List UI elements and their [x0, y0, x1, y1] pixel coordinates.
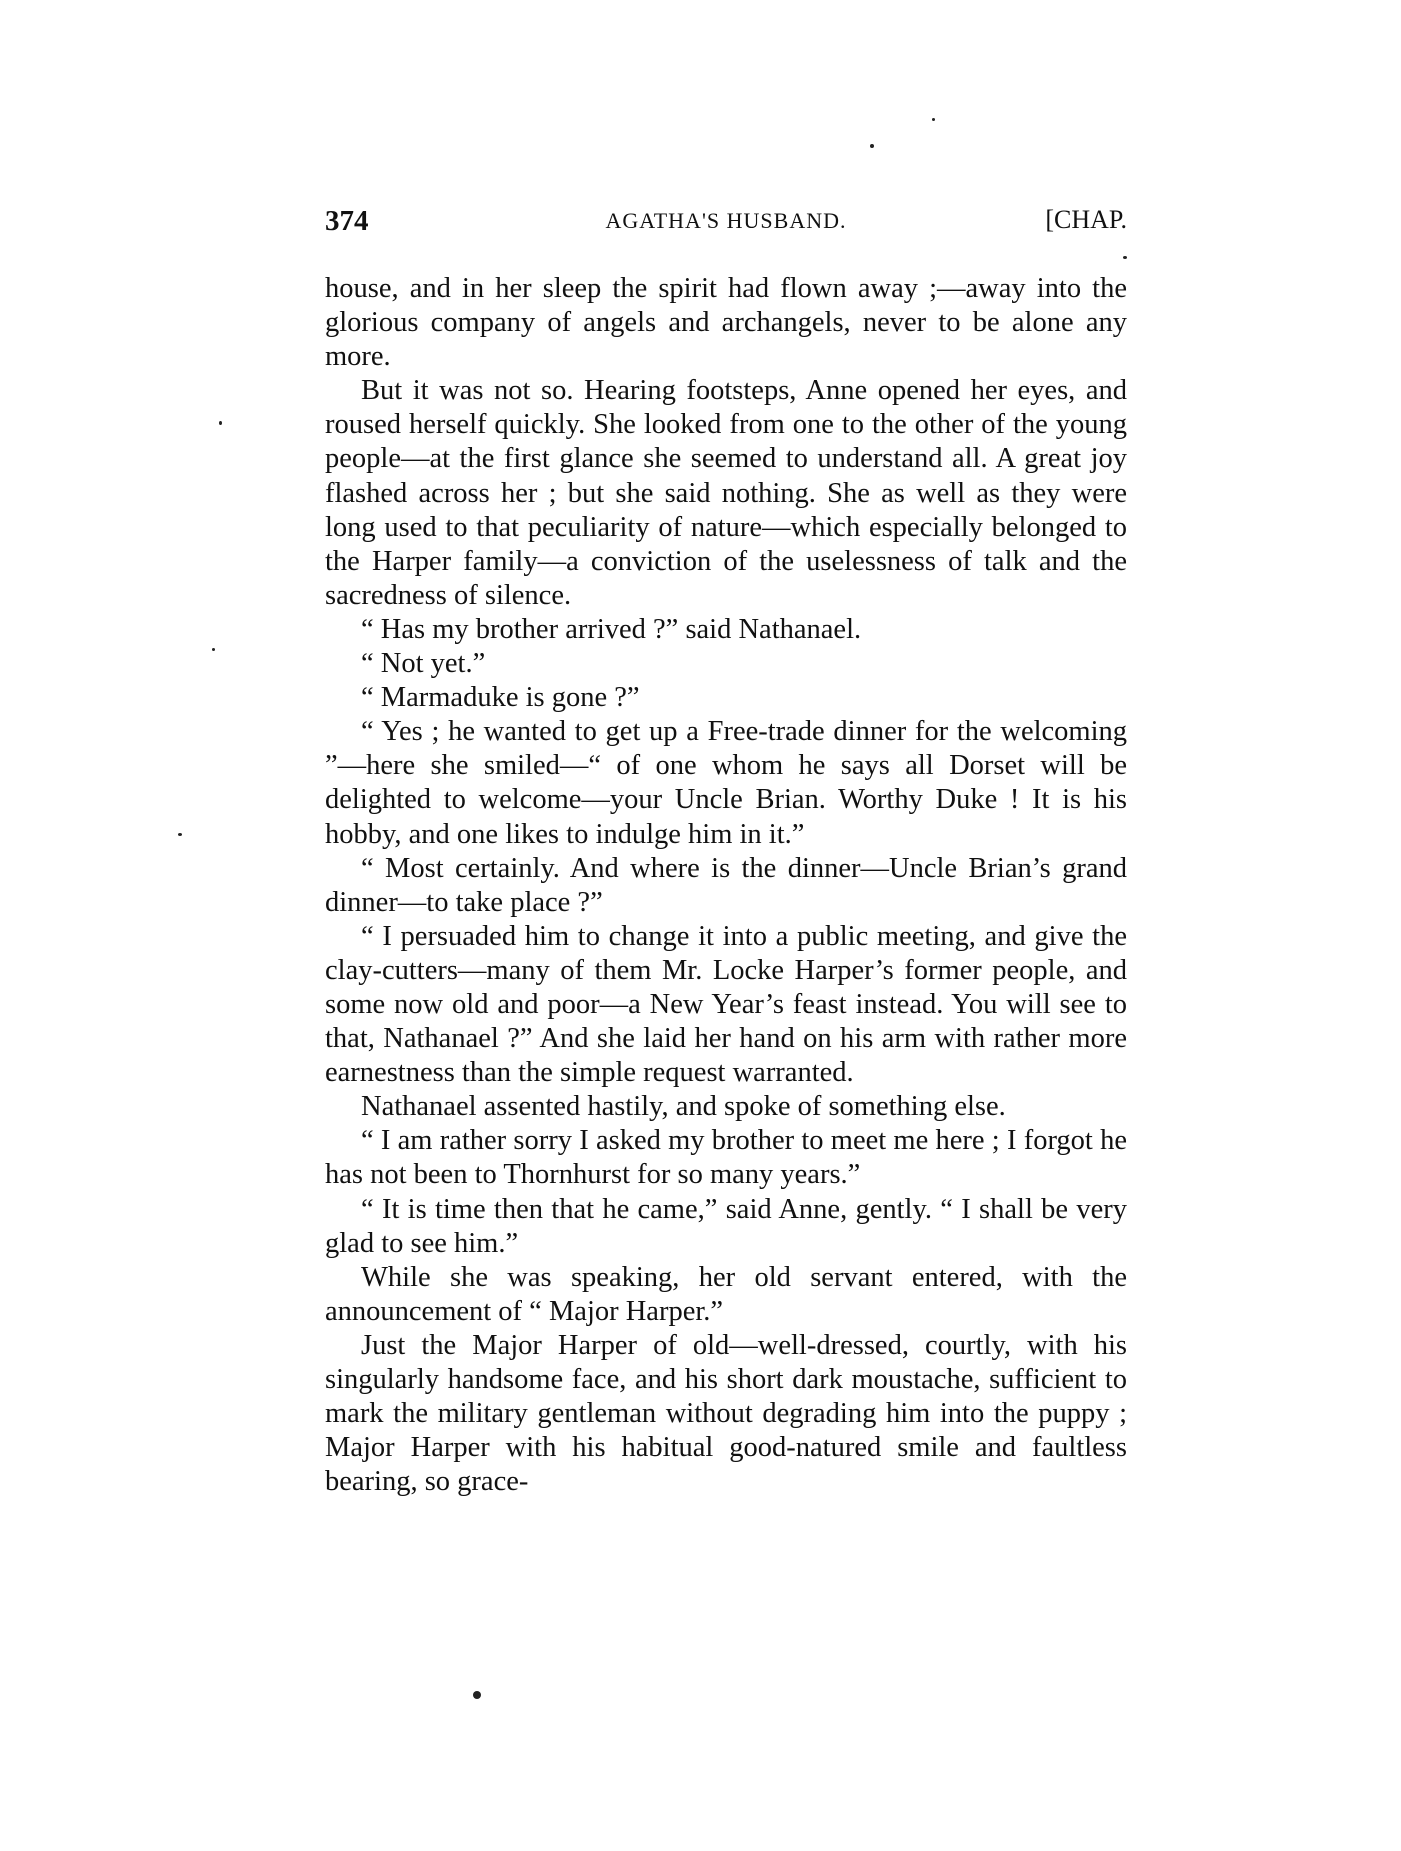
scan-speck — [178, 833, 182, 836]
body-text — [325, 272, 1127, 1499]
page-header — [325, 205, 1127, 245]
page-number: 374 — [325, 205, 369, 237]
scan-speck — [932, 118, 935, 121]
paragraph: While she was speaking, her old servant entered, with the announcement of “ Major Harper.” — [325, 1261, 1127, 1327]
paragraph: house, and in her sleep the spirit had flown away ;—away into the glorious company of angels and archangels, never to be alone any more. — [325, 273, 1127, 373]
scan-speck — [473, 1691, 481, 1699]
paragraph: Nathanael assented hastily, and spoke of something else. — [361, 1091, 1006, 1123]
paragraph: But it was not so. Hearing footsteps, Anne opened her eyes, and roused herself quickly. She looked from one to the other of the young people—at the first glance she seemed to understand all. A great joy flashed across her ; but she said nothing. She as well as they were long used to that peculiarity of nature—which especially belonged to the Harper family—a conviction of the uselessness of talk and the sacredness of silence. — [325, 375, 1127, 611]
paragraph: “ Has my brother arrived ?” said Nathanael. — [361, 613, 862, 645]
chapter-mark: [CHAP. — [1045, 205, 1127, 234]
scan-speck — [212, 648, 215, 651]
paragraph: “ Marmaduke is gone ?” — [361, 682, 640, 714]
running-title: AGATHA'S HUSBAND. — [605, 208, 847, 233]
paragraph: “ Not yet.” — [361, 648, 486, 680]
paragraph: “ Most certainly. And where is the dinner—Uncle Brian’s grand dinner—to take place ?” — [325, 852, 1127, 918]
scan-speck — [870, 144, 874, 148]
paragraph: “ I persuaded him to change it into a public meeting, and give the clay-cutters—many of them Mr. Locke Harper’s former people, and some now old and poor—a New Year’s feast instead. You will see to that, Nathanael ?” And she laid her hand on his arm with rather more earnestness than the simple request warranted. — [325, 920, 1127, 1089]
scan-speck — [219, 421, 222, 425]
scan-speck — [1123, 256, 1127, 259]
paragraph: “ I am rather sorry I asked my brother to meet me here ; I forgot he has not been to Thornhurst for so many years.” — [325, 1125, 1127, 1191]
paragraph: “ It is time then that he came,” said Anne, gently. “ I shall be very glad to see him.” — [325, 1193, 1127, 1259]
paragraph: “ Yes ; he wanted to get up a Free-trade dinner for the welcoming ”—here she smiled—“ of one whom he says all Dorset will be delighted to welcome—your Uncle Brian. Worthy Duke ! It is his hobby, and one likes to indulge him in it.” — [325, 716, 1127, 850]
paragraph: Just the Major Harper of old—well-dressed, courtly, with his singularly handsome face, and his short dark moustache, sufficient to mark the military gentleman without degrading him into the puppy ; Major Harper with his habitual good-natured smile and faultless bearing, so grace- — [325, 1329, 1127, 1498]
